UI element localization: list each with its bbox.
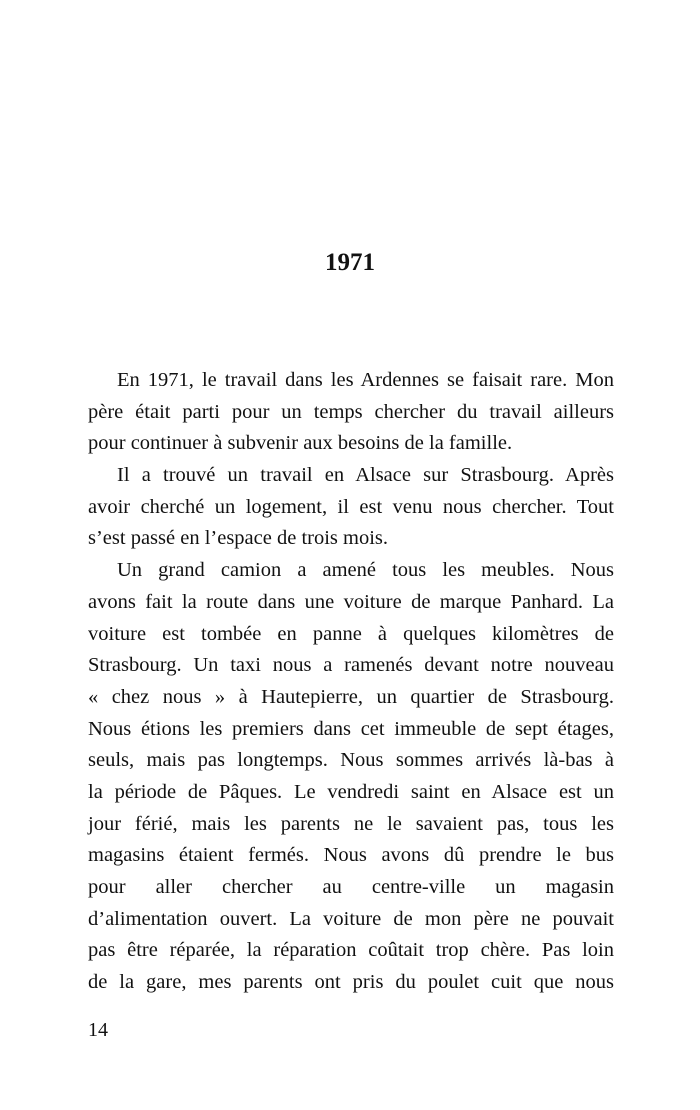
- text-line: jour férié, mais les parents ne le savaient pas, tous les: [88, 812, 614, 835]
- text-line: pas être réparée, la réparation coûtait trop chère. Pas loin: [88, 939, 614, 962]
- text-line: s’est passé en l’espace de trois mois.: [88, 527, 389, 550]
- chapter-title: 1971: [325, 249, 375, 276]
- text-line: Strasbourg. Un taxi nous a ramenés devant notre nouveau: [88, 654, 614, 677]
- text-line: magasins étaient fermés. Nous avons dû prendre le bus: [88, 844, 614, 867]
- text-line: d’alimentation ouvert. La voiture de mon père ne pouvait: [88, 907, 614, 930]
- text-line: avoir cherché un logement, il est venu nous chercher. Tout: [88, 495, 614, 518]
- body-text: [88, 365, 614, 999]
- text-line: pour aller chercher au centre-ville un magasin: [88, 876, 614, 898]
- text-line: « chez nous » à Hautepierre, un quartier de Strasbourg.: [88, 685, 614, 708]
- text-line: Il a trouvé un travail en Alsace sur Strasbourg. Après: [117, 464, 614, 487]
- text-line: voiture est tombée en panne à quelques kilomètres de: [88, 622, 614, 645]
- page-number: 14: [88, 1019, 108, 1041]
- text-line: de la gare, mes parents ont pris du poulet cuit que nous: [88, 971, 614, 994]
- text-line: seuls, mais pas longtemps. Nous sommes arrivés là-bas à: [88, 749, 614, 772]
- text-line: Un grand camion a amené tous les meubles. Nous: [117, 559, 614, 582]
- text-line: En 1971, le travail dans les Ardennes se faisait rare. Mon: [117, 369, 614, 391]
- text-line: pour continuer à subvenir aux besoins de la famille.: [88, 432, 513, 455]
- text-line: Nous étions les premiers dans cet immeuble de sept étages,: [88, 717, 614, 740]
- text-line: père était parti pour un temps chercher du travail ailleurs: [88, 400, 614, 423]
- text-line: avons fait la route dans une voiture de marque Panhard. La: [88, 590, 614, 613]
- text-line: la période de Pâques. Le vendredi saint en Alsace est un: [88, 780, 614, 803]
